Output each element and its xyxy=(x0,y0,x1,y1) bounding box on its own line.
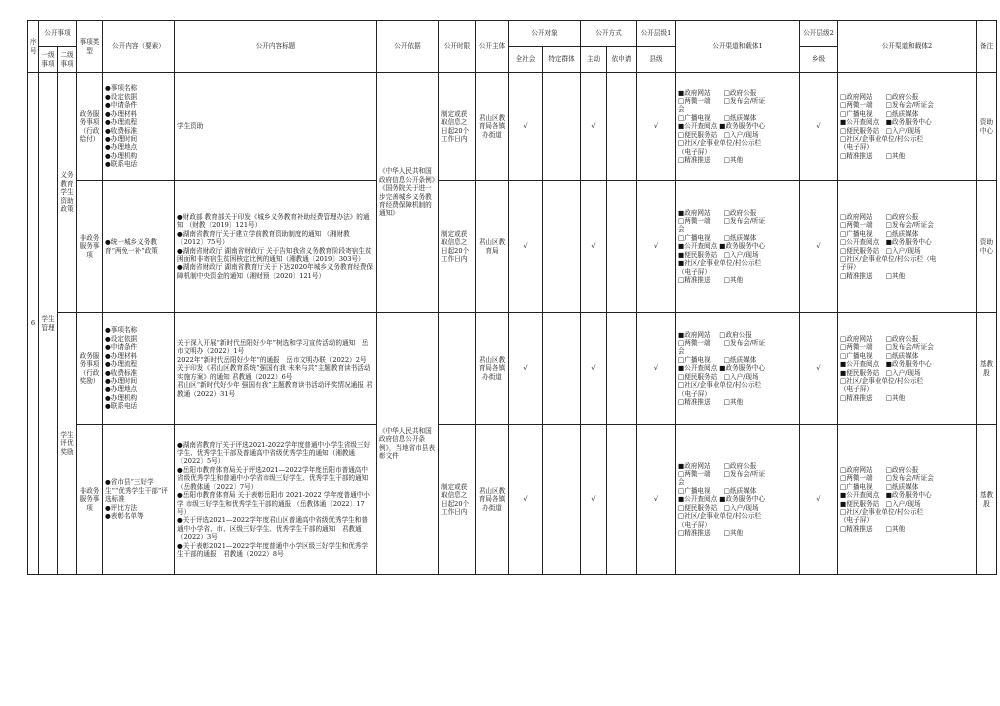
table-row xyxy=(28,425,997,575)
remark-cell: 基教股 xyxy=(977,425,997,575)
title-cell: ●湖南省教育厅关于评选2021-2022学年度普通中小学生省级三好学生、优秀学生干部及普通高中省级优秀学生的通知（湘教通〔2022〕5号） ●岳阳市教育体育局关于评选2021—2022学年度岳阳市普通高中省级优秀学生和普通中小学省市级三好学生、优秀学生干部的通知（岳教体通〔2022〕7号） ●岳阳市教育体育局 关于表彰岳阳市 2021-2022 学年度普通中小学 市级三好学生和优秀学生干部的通报 （岳教体通〔2022〕17号） ●关于评选2021—2022学年度君山区普通高中省级优秀学生和普通中小学省、市、区级三好学生、优秀学生干部的通知 君教通（2022）3号 ●关于表彰2021—2022学年度普通中小学区级三好学生和优秀学生干部的通报 君教通（2022）8号 xyxy=(175,425,377,575)
header-tier2: 公开层级2 xyxy=(800,21,838,47)
group-cell: 义务教育学生资助政策 xyxy=(58,73,77,313)
empty-cell xyxy=(607,313,637,425)
channel1-cell: ■政府网站 □政府公报 □两微一端 □发布会/听证 会 □广播电视 □纸质媒体 ■公开查阅点 ■政务服务中心 □便民服务站 □入户/现场 □社区/企事业单位/村公示栏 （电子屏） □精准推送 □其他 xyxy=(676,73,800,181)
channel2-cell: □政府网站 □政府公报 □两微一端 □发布会/听证会 □广播电视 □纸质媒体 ■公开查阅点 ■政务服务中心 ■便民服务站 □入户/现场 □社区/企事业单位/村公示栏 （电子屏） □精准推送 □其他 xyxy=(838,313,977,425)
check-mark: √ xyxy=(637,425,676,575)
check-mark: √ xyxy=(637,73,676,181)
header-basis: 公开依据 xyxy=(377,21,439,73)
check-mark: √ xyxy=(800,313,838,425)
basis-cell: 《中华人民共和国政府信息公开条例》《国务院关于进一步完善城乡义务教育经费保障机制的通知》 xyxy=(377,73,439,313)
header-subject: 公开主体 xyxy=(476,21,509,73)
remark-cell: 资助中心 xyxy=(977,181,997,313)
empty-cell xyxy=(607,73,637,181)
remark-cell: 资助中心 xyxy=(977,73,997,181)
check-mark: √ xyxy=(509,313,543,425)
type-cell: 非政务服务事项 xyxy=(77,425,103,575)
disclosure-table xyxy=(27,20,997,575)
type-cell: 政务服务事项（行政奖励） xyxy=(77,313,103,425)
header-matter-type: 事项类型 xyxy=(77,21,103,73)
check-mark: √ xyxy=(581,181,607,313)
time-limit-cell: 制定或获取信息之日起20个工作日内 xyxy=(439,425,476,575)
check-mark: √ xyxy=(509,425,543,575)
header-tier1: 公开层级1 xyxy=(637,21,676,47)
header-channel2: 公开渠道和载体2 xyxy=(838,21,977,73)
time-limit-cell: 制定或获取信息之日起20个工作日内 xyxy=(439,181,476,313)
header-remarks: 备注 xyxy=(977,21,997,73)
check-mark: √ xyxy=(581,425,607,575)
check-mark: √ xyxy=(637,313,676,425)
channel2-cell: □政府网站 □政府公报 □两微一端 □发布会/听证会 □广播电视 □纸质媒体 ■公开查阅点 ■政务服务中心 □便民服务站 □入户/现场 □社区/企事业单位/村公示栏 （电子屏） □精准推送 □其他 xyxy=(838,73,977,181)
time-limit-cell xyxy=(439,313,476,425)
subject-cell: 君山区教育局各镇办街道 xyxy=(476,73,509,181)
group-cell: 学生评优奖励 xyxy=(58,313,77,575)
check-mark: √ xyxy=(509,181,543,313)
channel1-cell: ■政府网站 □政府公报 □两微一端 □发布会/听证 会 □广播电视 □纸质媒体 ■公开查阅点 ■政务服务中心 □便民服务站 □入户/现场 □社区/企事业单位/村公示栏 （电子屏） □精准推送 □其他 xyxy=(676,425,800,575)
check-mark: √ xyxy=(581,313,607,425)
elements-cell: ●统一城乡义务教育“两免一补”政策 xyxy=(103,181,175,313)
header-on-request: 依申请 xyxy=(607,47,637,73)
elements-cell: ●事项名称 ●设定依据 ●申请条件 ●办理材料 ●办理流程 ●收费标准 ●办理时间 ●办理地点 ●办理机构 ●联系电话 xyxy=(103,313,175,425)
check-mark: √ xyxy=(800,181,838,313)
type-cell: 政务服务事项（行政给付） xyxy=(77,73,103,181)
header-channel1: 公开渠道和载体1 xyxy=(676,21,800,73)
header-method: 公开方式 xyxy=(581,21,637,47)
header-matter: 公开事项 xyxy=(39,21,77,47)
title-cell: 学生资助 xyxy=(175,73,377,181)
remark-cell: 基教股 xyxy=(977,313,997,425)
header-specific-group: 特定群体 xyxy=(543,47,581,73)
header-content-title: 公开内容标题 xyxy=(175,21,377,73)
check-mark: √ xyxy=(800,425,838,575)
header-time-limit: 公开时限 xyxy=(439,21,476,73)
header-township: 乡级 xyxy=(800,47,838,73)
header-level1: 一级事项 xyxy=(39,47,58,73)
header-level2: 二级事项 xyxy=(58,47,77,73)
header-all-society: 全社会 xyxy=(509,47,543,73)
elements-cell: ●省市县“三好学生”“优秀学生干部”评选标准 ●评比方法 ●表彰名单等 xyxy=(103,425,175,575)
table-header xyxy=(28,21,997,73)
empty-cell xyxy=(543,425,581,575)
empty-cell xyxy=(543,73,581,181)
header-target: 公开对象 xyxy=(509,21,581,47)
level1-cell: 学生管理 xyxy=(39,73,58,575)
seq-cell: 6 xyxy=(28,73,39,575)
basis-cell: 《中华人民共和国政府信息公开条例》，当地省市县表彰文件 xyxy=(377,313,439,575)
channel2-cell: □政府网站 □政府公报 □两微一端 □发布会/听证会 □广播电视 □纸质媒体 ■公开查阅点 ■政务服务中心 ■便民服务站 □入户/现场 □社区/企事业单位/村公示栏 （电子屏） □精准推送 □其他 xyxy=(838,425,977,575)
header-active: 主动 xyxy=(581,47,607,73)
empty-cell xyxy=(607,181,637,313)
empty-cell xyxy=(543,313,581,425)
header-seq: 序号 xyxy=(28,21,39,73)
check-mark: √ xyxy=(509,73,543,181)
elements-cell: ●事项名称 ●设定依据 ●申请条件 ●办理材料 ●办理流程 ●收费标准 ●办理时间 ●办理地点 ●办理机构 ●联系电话 xyxy=(103,73,175,181)
table-row xyxy=(28,313,997,425)
time-limit-cell: 制定或获取信息之日起20个工作日内 xyxy=(439,73,476,181)
type-cell: 非政务服务事项 xyxy=(77,181,103,313)
title-cell: 关于深入开展“新时代岳阳好少年”树选和学习宣传活动的通知 岳市文明办（2022）1号 2022年“新时代岳阳好少年”的通报 岳市文明办联（2022）2号 关于印发《君山区教育系统“强国有我 未来与共”主题教育读书活动实施方案》的通知 君教通（2022）6号 君山区“新时代好少年 强国有我”主题教育读书活动评奖情况通报 君教通（2022）31号 xyxy=(175,313,377,425)
channel1-cell: ■政府网站 □政府公报 □两微一端 □发布会/听证 会 □广播电视 □纸质媒体 ■公开查阅点 ■政务服务中心 □便民服务站 □入户/现场 □社区/企事业单位/村公示栏 （电子屏） □精准推送 □其他 xyxy=(676,313,800,425)
channel1-cell: ■政府网站 □政府公报 □两微一端 □发布会/听证 会 □广播电视 □纸质媒体 ■公开查阅点 ■政务服务中心 ■便民服务站 □入户/现场 ■社区/企事业单位/村公示栏 （电子屏） □精准推送 □其他 xyxy=(676,181,800,313)
header-county: 县级 xyxy=(637,47,676,73)
subject-cell: 君山区教育局 xyxy=(476,181,509,313)
header-content: 公开内容（要素） xyxy=(103,21,175,73)
empty-cell xyxy=(543,181,581,313)
title-cell: ●财政部 教育部关于印发《城乡义务教育补助经费管理办法》的通知 （财教〔2019〕121号） ●湖南省教育厅关于建立学前教育资助制度的通知 （湘财教〔2012〕75号） ●湖南省财政厅 湖南省财政厅 关于告知我省义务教育阶段寄宿生贫困面和非寄宿生贫困核定比例的通知（湘教通〔2019〕303号） ●湖南省财政厅 湖南省教育厅关于下达2020年城乡义务教育经费保障机制中央资金的通知（湘财预〔2020〕121号） xyxy=(175,181,377,313)
empty-cell xyxy=(607,425,637,575)
check-mark: √ xyxy=(581,73,607,181)
subject-cell: 君山区教育局各镇办街道 xyxy=(476,313,509,425)
check-mark: √ xyxy=(637,181,676,313)
table-row xyxy=(28,181,997,313)
subject-cell: 君山区教育局各镇办街道 xyxy=(476,425,509,575)
check-mark: √ xyxy=(800,73,838,181)
table-row xyxy=(28,73,997,181)
channel2-cell: □政府网站 □政府公报 □两微一端 □发布会/听证会 □广播电视 □纸质媒体 □公开查阅点 ■政务服务中心 □便民服务站 □入户/现场 □社区/企事业单位/村公示栏（电 子屏） □精准推送 □其他 xyxy=(838,181,977,313)
